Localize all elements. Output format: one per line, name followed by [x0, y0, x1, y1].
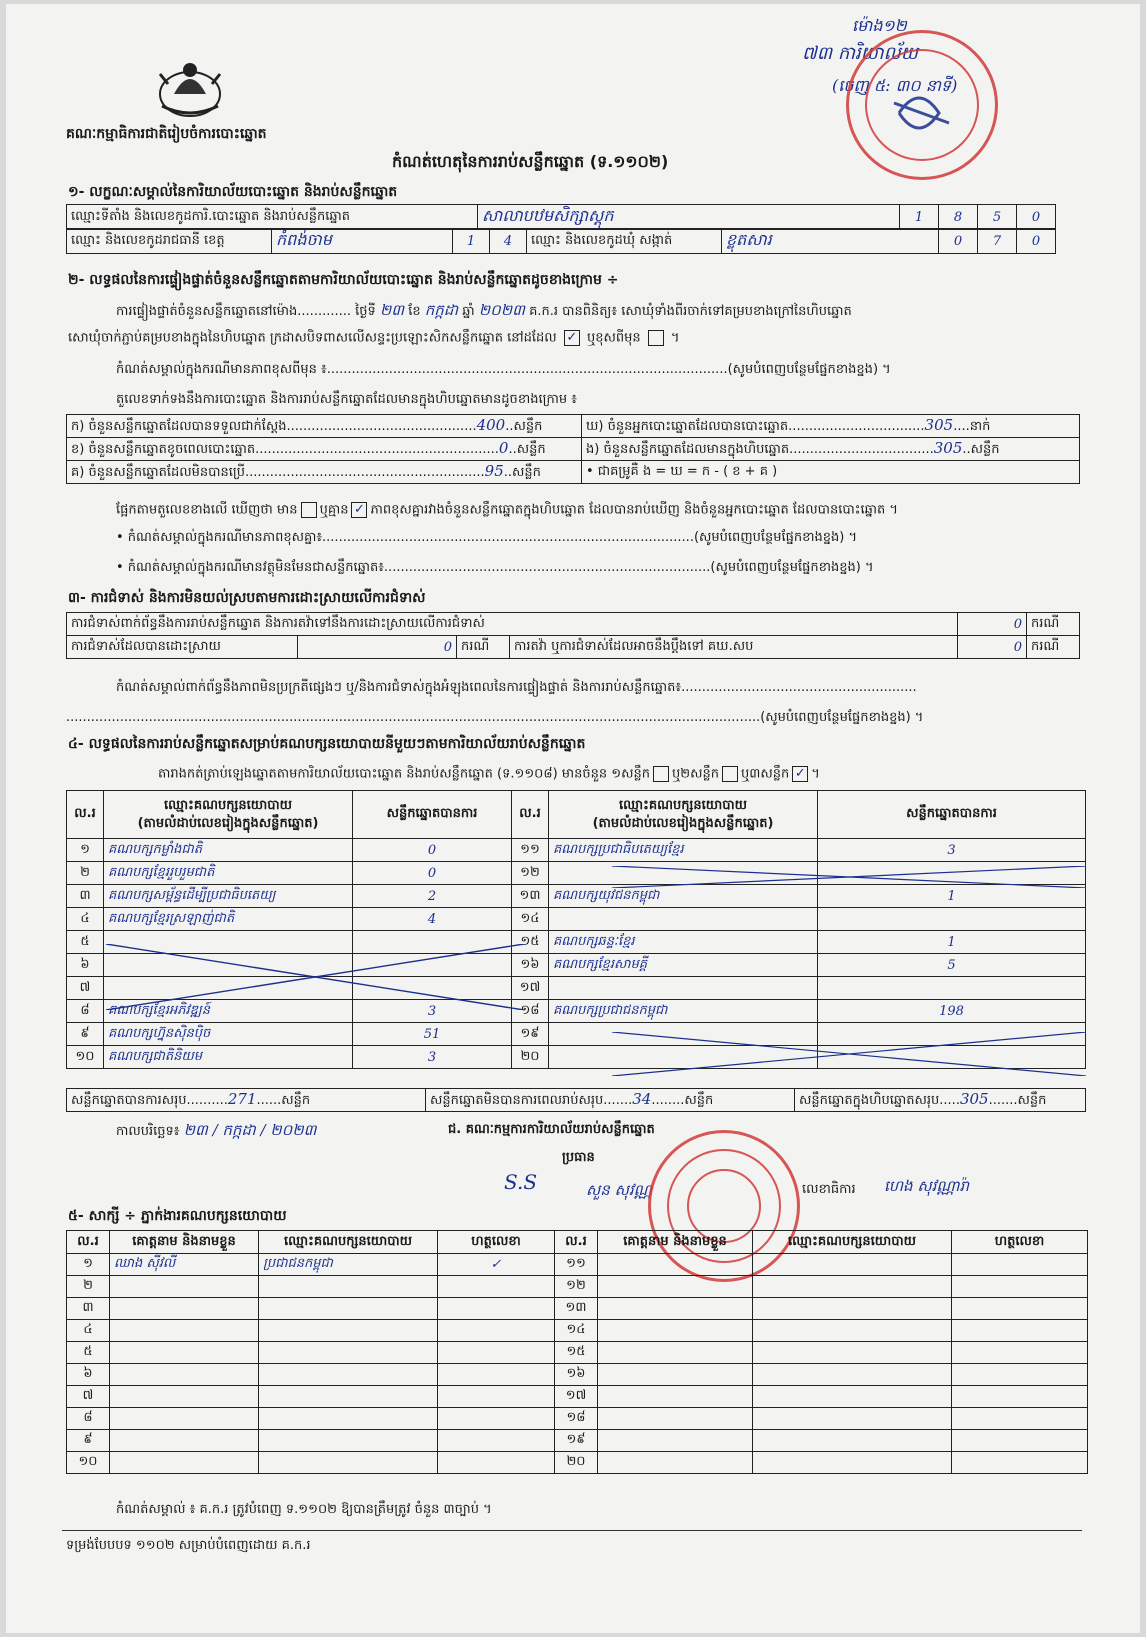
crossed-rows-left [106, 944, 524, 1010]
party-results-table: ល.រ ឈ្មោះគណបក្សនយោបាយ (តាមលំដាប់លេខរៀងក្នុងសន្លឹកឆ្នោត) សន្លឹកឆ្នោតបានការ ល.រ ឈ្មោះគណបក្សនយោបាយ (តាមលំដាប់លេខរៀងក្នុងសន្លឹកឆ្នោត) សន្លឹកឆ្នោតបានការ ១ គណបក្សកម្លាំងជាតិ 0 ១១ គណបក្សប្រជាធិបតេយ្យខ្មែរ 3 ២ គណបក្សខ្មែររួបរួមជាតិ 0 ១២ ៣ គណបក្សសម្ព័ន្ធដើម្បីប្រជាធិបតេយ្យ 2 ១៣ គណបក្សយុវជនកម្ពុជា 1 ៤ គណបក្សខ្មែរស្រឡាញ់ជាតិ 4 ១៤ ៥ ១៥ គណបក្សឆន្ទៈខ្មែរ 1 ៦ ១៦ គណបក្សខ្មែរសាមគ្គី 5 ៧ ១៧ ៨ គណបក្សខ្មែរអភិវឌ្ឍន៍ 3 ១៨ គណបក្សប្រជាជនកម្ពុជា 198 ៩ គណបក្សហ្វ៊ុនស៊ិនប៉ិច 51 ១៩ ១០ គណបក្សជាតិនិយម 3 ២០ [66, 790, 1086, 1069]
party-number: ៧ [67, 977, 104, 1000]
signing-date: កាលបរិច្ឆេទ៖ ២៣ / កក្កដា / ២០២៣ [116, 1121, 317, 1139]
complaints-label: ការជំទាស់ពាក់ព័ន្ធនឹងការរាប់សន្លឹកឆ្នោត និងការតវ៉ាទៅនឹងការដោះស្រាយលើការជំទាស់ [67, 613, 958, 636]
section4-heading: ៤- លទ្ធផលនៃការរាប់សន្លឹកឆ្នោតសម្រាប់គណបក្សនយោបាយនីមួយៗតាមការិយាល័យរាប់សន្លឹកឆ្នោត [68, 736, 586, 752]
party-votes: 4 [353, 908, 512, 931]
has-difference-checkbox[interactable] [301, 502, 317, 518]
witness-party: ប្រជាជនកម្ពុជា [259, 1254, 438, 1276]
figure-b: ខ) ចំនួនសន្លឹកឆ្នោតខូចពេលបោះឆ្នោត...........................................................0..សន្លឹក [67, 438, 582, 461]
witness-party [753, 1364, 952, 1386]
three-sheet-checkbox[interactable]: ✓ [792, 766, 808, 782]
section2-heading: ២- លទ្ធផលនៃការផ្ទៀងផ្ទាត់ចំនួនសន្លឹកឆ្នោតតាមការិយាល័យបោះឆ្នោត និងរាប់សន្លឹកឆ្នោតដូចខាងក្រោម ÷ [68, 272, 619, 288]
party-name [549, 977, 818, 1000]
province-code-2: 4 [490, 229, 527, 254]
witness-number: ១៤ [555, 1320, 598, 1342]
witness-name [110, 1452, 259, 1474]
difference-line: ផ្អែកតាមតួលេខខាងលើ ឃើញថា មាន ឬគ្មាន ✓ ភាពខុសគ្នារវាងចំនួនសន្លឹកឆ្នោតក្នុងហិបឆ្នោត ដែលបានរាប់ឃើញ និងចំនួនអ្នកបោះឆ្នោត ដែលបានបោះឆ្នោត ។ [116, 502, 898, 518]
witness-name: ឈាង ស៊ីវលី [110, 1254, 259, 1276]
witness-name [598, 1364, 753, 1386]
witness-party [259, 1364, 438, 1386]
witness-name [598, 1452, 753, 1474]
party-name: គណបក្សសម្ព័ន្ធដើម្បីប្រជាធិបតេយ្យ [104, 885, 353, 908]
witness-party [753, 1452, 952, 1474]
witness-number: ១៨ [555, 1408, 598, 1430]
party-votes [818, 908, 1086, 931]
party-votes: 1 [818, 885, 1086, 908]
witness-number: ១៩ [555, 1430, 598, 1452]
party-votes: 198 [818, 1000, 1086, 1023]
party-votes: 0 [353, 862, 512, 885]
witness-number: ២ [67, 1276, 110, 1298]
witness-signature [438, 1386, 555, 1408]
witness-name [598, 1298, 753, 1320]
party-number: ១ [67, 839, 104, 862]
witness-number: ៤ [67, 1320, 110, 1342]
commune-value: ខ្លុតសារ [722, 229, 939, 254]
witness-party [259, 1342, 438, 1364]
top-note-1: ម៉ោង១២ [852, 16, 907, 35]
witness-name [598, 1342, 753, 1364]
location-code-4: 0 [1017, 205, 1056, 230]
witness-signature: ✓ [438, 1254, 555, 1276]
same-checkbox[interactable]: ✓ [564, 330, 580, 346]
location-code-3: 5 [978, 205, 1017, 230]
witness-signature [952, 1320, 1088, 1342]
party-number: ១៨ [512, 1000, 549, 1023]
appeal-value: 0 [958, 636, 1027, 659]
witness-name [110, 1298, 259, 1320]
witness-number: ១៥ [555, 1342, 598, 1364]
seal-paragraph: សោឃុំចាក់ភ្ជាប់គម្របខាងក្នុងនៃហិបឆ្នោត ក្រដាសបិទពាសលើសន្ទះប្រឡោះសិកសន្លឹកឆ្នោត នៅដដែល ✓ ឬខុសពីមុន ។ [68, 330, 680, 346]
witness-row [67, 1342, 1088, 1364]
witness-signature [952, 1408, 1088, 1430]
figure-c: គ) ចំនួនសន្លឹកឆ្នោតដែលមិនបានប្រើ..........................................................95..សន្លឹក [67, 461, 582, 484]
party-number: ៤ [67, 908, 104, 931]
party-votes: 3 [818, 839, 1086, 862]
witness-signature [952, 1276, 1088, 1298]
complaints-table: ការជំទាស់ពាក់ព័ន្ធនឹងការរាប់សន្លឹកឆ្នោត និងការតវ៉ាទៅនឹងការដោះស្រាយលើការជំទាស់ 0 ករណី ការជំទាស់ដែលបានដោះស្រាយ 0 ករណី ការតវ៉ា ឬការជំទាស់ដែលអាចនឹងប្តឹងទៅ គឃ.សប 0 ករណី [66, 612, 1080, 659]
party-name: គណបក្សខ្មែរអភិវឌ្ឍន៍ [104, 1000, 353, 1023]
witness-party [753, 1276, 952, 1298]
verify-month: កក្កដា [424, 301, 459, 319]
change-note: កំណត់សម្គាល់ក្នុងករណីមានភាពខុសពីមុន ៖.................................................................................................(សូមបំពេញបន្ថែមផ្នែកខាងខ្នង) ។ [116, 362, 891, 377]
party-name: គណបក្សហ្វ៊ុនស៊ិនប៉ិច [104, 1023, 353, 1046]
total-valid: សន្លឹកឆ្នោតបានការសរុប..........271......សន្លឹក [67, 1089, 426, 1112]
top-note-2: ៧៣ ការិយាល័យ [802, 43, 918, 64]
witness-row [67, 1364, 1088, 1386]
footer-divider [62, 1530, 1082, 1531]
witness-number: ៨ [67, 1408, 110, 1430]
totals-table [66, 1088, 1086, 1112]
witness-row [67, 1408, 1088, 1430]
form-footer: ទម្រង់បែបបទ ១១០២ សម្រាប់បំពេញដោយ គ.ក.រ [66, 1538, 311, 1553]
witness-signature [438, 1364, 555, 1386]
witness-name [110, 1320, 259, 1342]
changed-checkbox[interactable] [648, 330, 664, 346]
location-code-1: 1 [900, 205, 939, 230]
witness-party [753, 1430, 952, 1452]
party-number: ២០ [512, 1046, 549, 1069]
resolved-label: ការជំទាស់ដែលបានដោះស្រាយ [67, 636, 298, 659]
witness-party [753, 1298, 952, 1320]
form-title: កំណត់ហេតុនៃការរាប់សន្លឹកឆ្នោត (ទ.១១០២) [392, 152, 669, 171]
witness-row [67, 1254, 1088, 1276]
witness-signature [952, 1298, 1088, 1320]
party-number: ១០ [67, 1046, 104, 1069]
witness-row [67, 1386, 1088, 1408]
section3-heading: ៣- ការជំទាស់ និងការមិនយល់ស្របតាមការដោះស្រាយលើការជំទាស់ [68, 590, 426, 606]
witness-party [259, 1452, 438, 1474]
witness-table: ល.រ គោត្តនាម និងនាមខ្លួន ឈ្មោះគណបក្សនយោបាយ ហត្ថលេខា ល.រ គោត្តនាម និងនាមខ្លួន ឈ្មោះគណបក្សនយោបាយ ហត្ថលេខា ១ ឈាង ស៊ីវលី ប្រជាជនកម្ពុជា ✓ ១១ ២ ១២ ៣ ១៣ ៤ ១៤ ៥ ១៥ ៦ ១៦ ៧ ១៧ ៨ ១៨ ៩ ១៩ ១០ ២០ [66, 1230, 1088, 1474]
witness-row [67, 1430, 1088, 1452]
chair-signature: S.S [504, 1170, 538, 1194]
witness-number: ១១ [555, 1254, 598, 1276]
witness-number: ៦ [67, 1364, 110, 1386]
witness-row [67, 1298, 1088, 1320]
witness-signature [438, 1342, 555, 1364]
province-label: ឈ្មោះ និងលេខកូដរាជធានី ខេត្ត [67, 229, 272, 254]
formula: • ជាគម្រូគឺ ង = ឃ = ក - ( ខ + គ ) [582, 461, 1080, 484]
witness-party [753, 1320, 952, 1342]
witness-number: ១៧ [555, 1386, 598, 1408]
figure-e: ង) ចំនួនសន្លឹកឆ្នោតដែលមានក្នុងហិបឆ្នោត...................................305..សន្លឹក [582, 438, 1080, 461]
crossed-rows-19-20 [612, 1032, 1086, 1076]
witness-party [753, 1342, 952, 1364]
witness-party [259, 1386, 438, 1408]
witness-name [110, 1342, 259, 1364]
committee-label: ជ. គណៈកម្មការការិយាល័យរាប់សន្លឹកឆ្នោត [448, 1122, 655, 1137]
witness-row [67, 1452, 1088, 1474]
witness-name [598, 1408, 753, 1430]
commune-label: ឈ្មោះ និងលេខកូដឃុំ សង្កាត់ [527, 229, 722, 254]
witness-name [598, 1320, 753, 1342]
secretary-label: លេខាធិការ [802, 1182, 856, 1197]
witness-number: ១៣ [555, 1298, 598, 1320]
commune-code-1: 0 [939, 229, 978, 254]
no-difference-checkbox[interactable]: ✓ [351, 502, 367, 518]
witness-number: ១២ [555, 1276, 598, 1298]
witness-number: ៣ [67, 1298, 110, 1320]
difference-note: • កំណត់សម្គាល់ក្នុងករណីមានភាពខុសគ្នា៖..........................................................................................(សូមបំពេញបន្ថែមផ្នែកខាងខ្នង) ។ [116, 530, 858, 545]
party-number: ១៤ [512, 908, 549, 931]
verify-day: ២៣ [379, 301, 405, 319]
party-number: ៥ [67, 931, 104, 954]
party-number: ១៦ [512, 954, 549, 977]
witness-number: ២០ [555, 1452, 598, 1474]
witness-party [753, 1254, 952, 1276]
witness-signature [952, 1364, 1088, 1386]
party-number: ៦ [67, 954, 104, 977]
witness-name [598, 1430, 753, 1452]
location-value: សាលាបឋមសិក្សាស្តុក [478, 205, 900, 230]
witness-number: ៧ [67, 1386, 110, 1408]
figure-d: ឃ) ចំនួនអ្នកបោះឆ្នោតដែលបានបោះឆ្នោត.................................305....នាក់ [582, 415, 1080, 438]
party-number: ១៣ [512, 885, 549, 908]
party-name: គណបក្សឆន្ទៈខ្មែរ [549, 931, 818, 954]
party-name: គណបក្សខ្មែរសាមគ្គី [549, 954, 818, 977]
figures-intro: តួលេខទាក់ទងនឹងការបោះឆ្នោត និងការរាប់សន្លឹកឆ្នោតដែលមានក្នុងហិបឆ្នោតមានដូចខាងក្រោម ៖ [116, 392, 577, 407]
party-number: ១៧ [512, 977, 549, 1000]
witness-signature [438, 1408, 555, 1430]
figure-a: ក) ចំនួនសន្លឹកឆ្នោតដែលបានទទួលជាក់ស្តែង..............................................400..សន្លឹក [67, 415, 582, 438]
section5-heading: ៥- សាក្សី ÷ ភ្នាក់ងារគណបក្សនយោបាយ [68, 1208, 287, 1224]
verify-paragraph: ការផ្ទៀងផ្ទាត់ចំនួនសន្លឹកឆ្នោតនៅម៉ោង............. ថ្ងៃទី ២៣ ខែ កក្កដា ឆ្នាំ ២០២៣ គ.ក.រ បានពិនិត្យ៖ សោឃុំទាំងពីរចាក់ទៅគម្របខាងក្រៅនៃហិបឆ្នោត [116, 301, 852, 319]
witness-party [259, 1408, 438, 1430]
witness-name [110, 1386, 259, 1408]
one-sheet-checkbox[interactable] [653, 766, 669, 782]
witness-party [259, 1276, 438, 1298]
official-stamp-top [846, 30, 998, 180]
witness-name [110, 1430, 259, 1452]
party-name: គណបក្សយុវជនកម្ពុជា [549, 885, 818, 908]
witness-signature [952, 1254, 1088, 1276]
party-number: ៣ [67, 885, 104, 908]
document-page [6, 4, 1140, 1633]
total-in-box: សន្លឹកឆ្នោតក្នុងហិបឆ្នោតសរុប.....305.......សន្លឹក [795, 1089, 1086, 1112]
party-name: គណបក្សប្រជាជនកម្ពុជា [549, 1000, 818, 1023]
non-ballot-note: • កំណត់សម្គាល់ក្នុងករណីមានវត្ថុមិនមែនជាសន្លឹកឆ្នោត៖...............................................................................(សូមបំពេញបន្ថែមផ្នែកខាងខ្នង) ។ [116, 560, 874, 575]
witness-row [67, 1320, 1088, 1342]
party-number: ២ [67, 862, 104, 885]
location-code-2: 8 [939, 205, 978, 230]
party-votes: 3 [353, 1046, 512, 1069]
location-label: ឈ្មោះទីតាំង និងលេខកូដការិ.បោះឆ្នោត និងរាប់សន្លឹកឆ្នោត [67, 205, 478, 230]
witness-name [110, 1364, 259, 1386]
irregularity-note-1: កំណត់សម្គាល់ពាក់ព័ន្ធនឹងភាពមិនប្រក្រតីផ្សេងៗ ឬ/និងការជំទាស់ក្នុងអំឡុងពេលនៃការផ្ទៀងផ្ទាត់ និងការរាប់សន្លឹកឆ្នោត៖......................................................... [116, 680, 917, 695]
complaints-value: 0 [958, 613, 1027, 636]
witness-number: ១ [67, 1254, 110, 1276]
witness-signature [438, 1276, 555, 1298]
witness-name [598, 1254, 753, 1276]
two-sheet-checkbox[interactable] [722, 766, 738, 782]
witness-party [753, 1386, 952, 1408]
witness-name [598, 1386, 753, 1408]
party-number: ១១ [512, 839, 549, 862]
party-number: ១២ [512, 862, 549, 885]
witness-number: ១៦ [555, 1364, 598, 1386]
party-name: គណបក្សខ្មែរស្រឡាញ់ជាតិ [104, 908, 353, 931]
witness-name [110, 1408, 259, 1430]
witness-signature [952, 1342, 1088, 1364]
witness-signature [438, 1320, 555, 1342]
party-votes [818, 977, 1086, 1000]
witness-number: ៥ [67, 1342, 110, 1364]
location-table [66, 204, 1056, 230]
tally-sheet-line: តារាងកត់ត្រាប់ឡេងឆ្នោតតាមការិយាល័យបោះឆ្នោត និងរាប់សន្លឹកឆ្នោត (ទ.១១០៨) មានចំនួន ១សន្លឹក ឬ២សន្លឹក ឬ៣សន្លឹក ✓ ។ [158, 766, 820, 782]
witness-row [67, 1276, 1088, 1298]
witness-signature [438, 1430, 555, 1452]
party-name: គណបក្សខ្មែររួបរួមជាតិ [104, 862, 353, 885]
irregularity-note-2: ........................................................................................................................................................................(សូមបំពេញបន្ថែមផ្នែកខាងខ្នង) ។ [66, 710, 924, 725]
witness-signature [952, 1386, 1088, 1408]
witness-party [753, 1408, 952, 1430]
party-votes: 3 [353, 1000, 512, 1023]
party-votes: 2 [353, 885, 512, 908]
witness-name [598, 1276, 753, 1298]
total-invalid: សន្លឹកឆ្នោតមិនបានការពេលរាប់សរុប.......34........សន្លឹក [426, 1089, 795, 1112]
party-number: ១៥ [512, 931, 549, 954]
party-votes: 51 [353, 1023, 512, 1046]
secretary-name: ហេង សុវណ្ណារ៉ា [884, 1177, 969, 1195]
party-number: ៨ [67, 1000, 104, 1023]
section1-heading: ១- លក្ខណៈសម្គាល់នៃការិយាល័យបោះឆ្នោត និងរាប់សន្លឹកឆ្នោត [68, 184, 398, 200]
witness-party [259, 1320, 438, 1342]
province-table [66, 228, 1056, 254]
party-name: គណបក្សកម្លាំងជាតិ [104, 839, 353, 862]
top-note-3: (ចេញ ៥: ៣០ នាទី) [832, 76, 958, 95]
witness-signature [438, 1452, 555, 1474]
witness-name [110, 1276, 259, 1298]
party-number: ១៩ [512, 1023, 549, 1046]
party-result-row [67, 908, 1086, 931]
commune-code-2: 7 [978, 229, 1017, 254]
party-result-row [67, 839, 1086, 862]
party-votes: 5 [818, 954, 1086, 977]
party-name: គណបក្សប្រជាធិបតេយ្យខ្មែរ [549, 839, 818, 862]
witness-party [259, 1298, 438, 1320]
witness-party [259, 1430, 438, 1452]
party-votes: 0 [353, 839, 512, 862]
party-number: ៩ [67, 1023, 104, 1046]
resolved-value: 0 [298, 636, 457, 659]
ballot-figures-table [66, 414, 1080, 484]
commune-code-3: 0 [1017, 229, 1056, 254]
witness-signature [952, 1452, 1088, 1474]
province-value: កំពង់ចាម [272, 229, 453, 254]
nec-logo [154, 54, 226, 122]
party-name [549, 908, 818, 931]
footer-note: កំណត់សម្គាល់ ៖ គ.ក.រ ត្រូវបំពេញ ទ.១១០២ ឱ្យបានត្រឹមត្រូវ ចំនួន ៣ច្បាប់ ។ [116, 1502, 492, 1517]
party-name: គណបក្សជាតិនិយម [104, 1046, 353, 1069]
witness-number: ៩ [67, 1430, 110, 1452]
commission-name: គណៈកម្មាធិការជាតិរៀបចំការបោះឆ្នោត [66, 126, 267, 142]
witness-number: ១០ [67, 1452, 110, 1474]
witness-signature [438, 1298, 555, 1320]
chair-label: ប្រធាន [562, 1150, 595, 1165]
province-code-1: 1 [453, 229, 490, 254]
party-votes: 1 [818, 931, 1086, 954]
chair-name: សួន សុវណ្ណ [586, 1181, 652, 1199]
appeal-label: ការតវ៉ា ឬការជំទាស់ដែលអាចនឹងប្តឹងទៅ គឃ.សប [510, 636, 958, 659]
witness-signature [952, 1430, 1088, 1452]
crossed-row-12 [612, 866, 1086, 888]
verify-year: ២០២៣ [478, 301, 525, 319]
